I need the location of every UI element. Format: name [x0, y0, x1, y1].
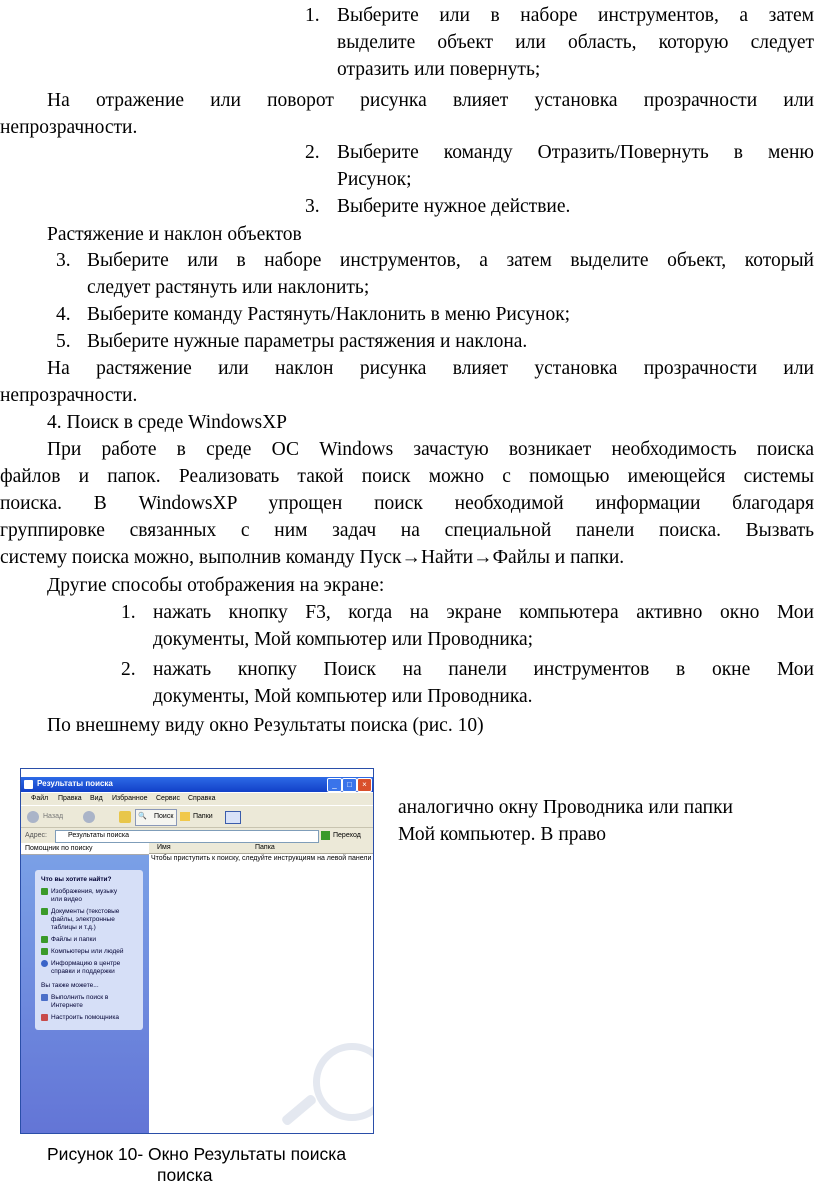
also-heading: Вы также можете... — [41, 982, 99, 989]
paragraph: группировке связанных с ним задач на специальной панели поиска. Вызвать — [0, 520, 814, 541]
list-number: 1. — [121, 602, 136, 623]
go-icon — [321, 831, 330, 840]
go-label: Переход — [333, 832, 361, 839]
list-item-text: следует растянуть или наклонить; — [87, 277, 370, 298]
paragraph: По внешнему виду окно Результаты поиска (рис. 10) — [47, 715, 484, 736]
list-number: 3. — [56, 250, 71, 271]
list-item-text: Выберите команду Отразить/Повернуть в меню — [337, 142, 814, 163]
window-title: Результаты поиска — [37, 779, 113, 788]
back-icon — [27, 811, 39, 823]
list-item-text: Выберите нужные параметры растяжения и наклона. — [87, 331, 528, 352]
search-label: Поиск — [154, 813, 174, 820]
up-folder-icon — [119, 811, 131, 823]
menu-edit: Правка — [58, 795, 82, 802]
paragraph: При работе в среде ОС Windows зачастую возникает необходимость поиска — [47, 439, 814, 460]
list-item-text: выделите объект или область, которую следует — [337, 32, 814, 53]
option-internet-cont: Интернете — [51, 1002, 83, 1009]
magnifier-handle — [280, 1093, 317, 1126]
folders-icon — [180, 812, 190, 821]
list-number: 2. — [121, 659, 136, 680]
search-icon: 🔍 — [138, 813, 147, 820]
pane-header — [21, 843, 149, 855]
option-files: Файлы и папки — [41, 936, 96, 944]
back-label: Назад — [43, 813, 64, 820]
paragraph: Другие способы отображения на экране: — [47, 575, 385, 596]
maximize-icon: □ — [342, 778, 357, 792]
paragraph: На отражение или поворот рисунка влияет установка прозрачности или — [47, 90, 814, 111]
list-item-text: Рисунок; — [337, 169, 412, 190]
green-arrow-icon — [41, 908, 48, 915]
paragraph: непрозрачности. — [0, 117, 138, 138]
question-heading: Что вы хотите найти? — [41, 876, 112, 883]
list-number: 4. — [56, 304, 71, 325]
figure-caption-overflow: поиска — [157, 1168, 213, 1185]
search-results-window-screenshot — [20, 768, 374, 1134]
list-number: 5. — [56, 331, 71, 352]
list-item-text: Выберите или в наборе инструментов, а затем — [337, 5, 814, 26]
list-item-text: Выберите нужное действие. — [337, 196, 571, 217]
menu-bar — [21, 793, 373, 805]
col-folder: Папка — [255, 844, 275, 851]
option-internet: Выполнить поиск в — [41, 994, 108, 1002]
address-field — [55, 830, 319, 843]
col-name: Имя — [157, 844, 171, 851]
option-documents-cont: таблицы и т.д.) — [51, 924, 96, 931]
folders-label: Папки — [193, 813, 213, 820]
list-number: 3. — [305, 196, 320, 217]
view-icon — [225, 811, 241, 824]
list-item-text: отразить или повернуть; — [337, 59, 541, 80]
figure-caption: Рисунок 10- Окно Результаты поиска — [47, 1144, 347, 1164]
minimize-icon: _ — [327, 778, 342, 792]
green-arrow-icon — [41, 948, 48, 955]
list-item-text: документы, Мой компьютер или Проводника. — [153, 686, 533, 707]
forward-icon — [83, 811, 95, 823]
list-item-text: нажать кнопку F3, когда на экране компьютера активно окно Мои — [153, 602, 814, 623]
paragraph: непрозрачности. — [0, 385, 138, 406]
option-computers: Компьютеры или людей — [41, 948, 124, 956]
list-item-text: документы, Мой компьютер или Проводника; — [153, 629, 534, 650]
help-icon — [41, 960, 48, 967]
list-item-text: Выберите или в наборе инструментов, а затем выделите объект, который — [87, 250, 814, 271]
address-value: Результаты поиска — [68, 832, 130, 839]
option-help-cont: справки и поддержки — [51, 968, 115, 975]
magnifier-icon — [313, 1043, 374, 1121]
list-number: 2. — [305, 142, 320, 163]
toolbar — [21, 805, 373, 828]
option-media: Изображения, музыку — [41, 888, 117, 896]
option-help: Информацию в центре — [41, 960, 120, 968]
column-header — [149, 843, 373, 854]
menu-help: Справка — [188, 795, 216, 802]
paragraph: поиска. В WindowsXP упрощен поиск необходимой информации благодаря — [0, 493, 814, 514]
pane-title: Помощник по поиску — [25, 845, 93, 852]
menu-view: Вид — [90, 795, 103, 802]
window-icon — [24, 780, 33, 789]
heading: Растяжение и наклон объектов — [47, 224, 302, 245]
address-bar — [21, 827, 373, 844]
menu-file: Файл — [31, 795, 49, 802]
side-text: аналогично окну Проводника или папки — [398, 797, 733, 818]
menu-favorites: Избранное — [112, 795, 148, 802]
list-number: 1. — [305, 5, 320, 26]
close-icon: × — [357, 778, 372, 792]
option-media-cont: или видео — [51, 896, 82, 903]
section-heading: 4. Поиск в среде WindowsXP — [47, 412, 287, 433]
paragraph: систему поиска можно, выполнив команду Пуск→Найти→Файлы и папки. — [0, 547, 625, 568]
green-arrow-icon — [41, 936, 48, 943]
paragraph: На растяжение или наклон рисунка влияет установка прозрачности или — [47, 358, 814, 379]
window-titlebar — [21, 777, 373, 792]
paragraph: файлов и папок. Реализовать такой поиск можно с помощью имеющейся системы — [0, 466, 814, 487]
option-documents: Документы (текстовые — [41, 908, 119, 916]
results-pane — [149, 843, 373, 1133]
address-label: Адрес: — [25, 832, 47, 839]
menu-tools: Сервис — [156, 795, 180, 802]
customize-icon — [41, 1014, 48, 1021]
search-options-panel — [35, 870, 143, 1030]
list-item-text: нажать кнопку Поиск на панели инструментов в окне Мои — [153, 659, 814, 680]
internet-icon — [41, 994, 48, 1001]
option-customize: Настроить помощника — [41, 1014, 119, 1022]
green-arrow-icon — [41, 888, 48, 895]
option-documents-cont: файлы, электронные — [51, 916, 115, 923]
results-hint: Чтобы приступить к поиску, следуйте инструкциям на левой панели — [151, 855, 372, 862]
list-item-text: Выберите команду Растянуть/Наклонить в меню Рисунок; — [87, 304, 571, 325]
side-text: Мой компьютер. В право — [398, 824, 606, 845]
search-assistant-pane — [21, 843, 149, 1133]
